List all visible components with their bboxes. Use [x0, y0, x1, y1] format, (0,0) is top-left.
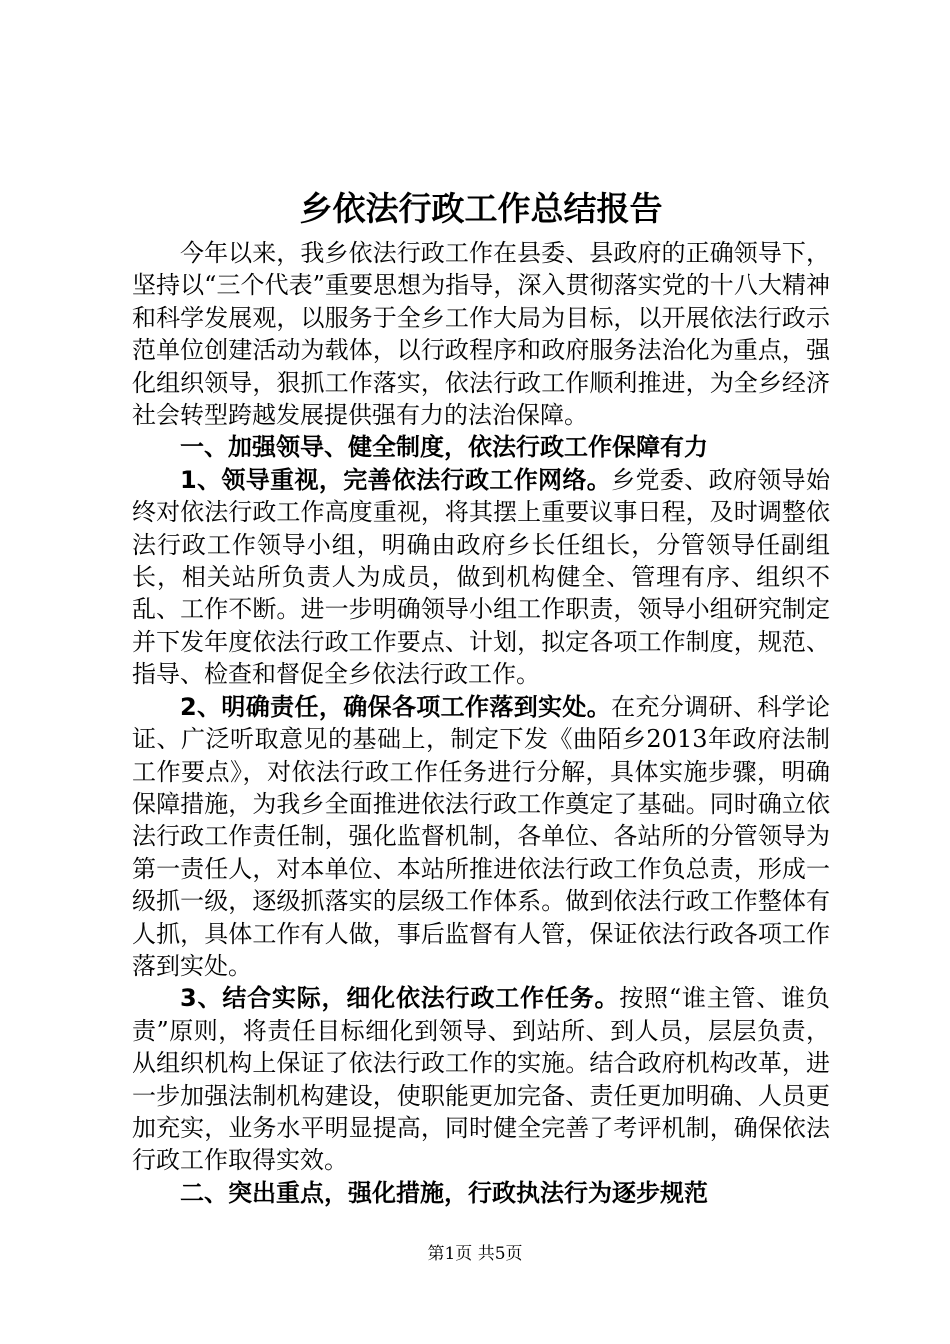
item-lead-3: 3、结合实际，细化依法行政工作任务。 [180, 984, 620, 1013]
document-title: 乡依法行政工作总结报告 [299, 189, 663, 228]
item-body-1: 乡党委、政府领导始终对依法行政工作高度重视，将其摆上重要议事日程，及时调整依法行政工作领导小组，明确由政府乡长任组长，分管领导任副组长，相关站所负责人为成员，做到机构健全、管理有序、组织不乱、工作不断。进一步明确领导小组工作职责，领导小组研究制定并下发年度依法行政工作要点、计划，拟定各项工作制度，规范、指导、检查和督促全乡依法行政工作。 [132, 465, 831, 689]
item-lead-1: 1、领导重视，完善依法行政工作网络。 [180, 465, 612, 494]
page-footer: 第1页 共5页 [427, 1244, 523, 1264]
item-paragraph-3 [132, 982, 830, 1176]
item-body-3: 按照“谁主管、谁负责”原则，将责任目标细化到领导、到站所、到人员，层层负责，从组织机构上保证了依法行政工作的实施。结合政府机构改革，进一步加强法制机构建设，使职能更加完备、责任更加明确、人员更加充实，业务水平明显提高，同时健全完善了考评机制，确保依法行政工作取得实效。 [132, 984, 830, 1175]
section-heading-2: 二、突出重点，强化措施，行政执法行为逐步规范 [180, 1178, 708, 1207]
intro-paragraph: 今年以来，我乡依法行政工作在县委、县政府的正确领导下，坚持以“三个代表”重要思想为指导，深入贯彻落实党的十八大精神和科学发展观，以服务于全乡工作大局为目标，以开展依法行政示范单位创建活动为载体，以行政程序和政府服务法治化为重点，强化组织领导，狠抓工作落实，依法行政工作顺利推进，为全乡经济社会转型跨越发展提供强有力的法治保障。 [132, 239, 830, 430]
item-body-2: 在充分调研、科学论证、广泛听取意见的基础上，制定下发《曲陌乡2013年政府法制工作要点》，对依法行政工作任务进行分解，具体实施步骤，明确保障措施，为我乡全面推进依法行政工作奠定了基础。同时确立依法行政工作责任制，强化监督机制，各单位、各站所的分管领导为第一责任人，对本单位、本站所推进依法行政工作负总责，形成一级抓一级，逐级抓落实的层级工作体系。做到依法行政工作整体有人抓，具体工作有人做，事后监督有人管，保证依法行政各项工作落到实处。 [132, 692, 831, 980]
item-lead-2: 2、明确责任，确保各项工作落到实处。 [180, 692, 612, 721]
item-paragraph-2 [132, 691, 830, 983]
item-paragraph-1 [132, 464, 830, 691]
section-heading-1: 一、加强领导、健全制度，依法行政工作保障有力 [180, 433, 708, 462]
document-body [132, 186, 830, 1209]
